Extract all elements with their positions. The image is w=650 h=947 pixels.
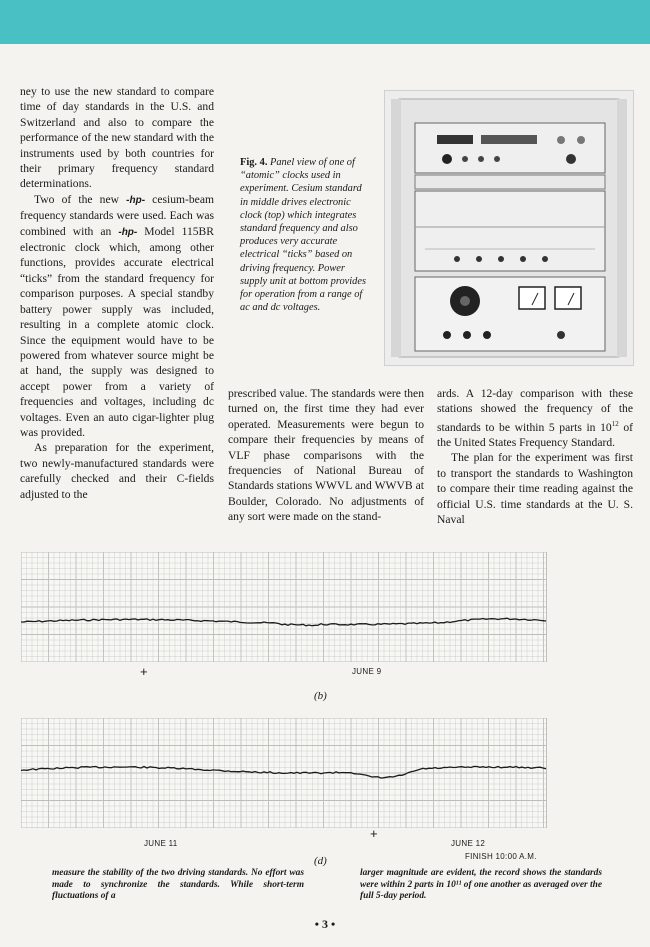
date-label-june9: JUNE 9	[352, 667, 382, 676]
paragraph	[437, 386, 633, 450]
text-run: Model 115BR electronic clock which, among other functions, provides accurate electrical “ticks” from the standard frequency for comparison purposes. A special standby battery power supply was included, resulting in a complete atomic clock. Since the equipment would have to be powered from whatever source might be at hand, the supply was designed to accept power from a variety of frequencies and voltages, including dc voltages. Even an auto cigar-lighter plug was provided.	[20, 224, 214, 439]
paragraph: prescribed value. The standards were then turned on, the first time they had ever operated. Measurements were begun to compare their frequencies by means of VLF phase comparisons with the frequencies of National Bureau of Standards stations WWVL and WWVB at Boulder, Colorado. No adjustments of any sort were made on the stand-	[228, 387, 424, 524]
strip-chart-b	[21, 552, 547, 662]
date-label-june11: JUNE 11	[144, 839, 178, 848]
paragraph: ney to use the new standard to compare time of day standards in the U.S. and Switzerland and also to compare the performance of the new standard with the instruments used by both countries for their primary frequency standard determinations.	[20, 85, 214, 191]
superscript: 12	[611, 419, 619, 428]
top-color-band	[0, 0, 650, 44]
figure-label-b: (b)	[314, 690, 327, 702]
text-run: of the United States Frequency Standard.	[437, 420, 633, 450]
hp-logo-text: -hp-	[126, 194, 146, 206]
figure-label-d: (d)	[314, 855, 327, 867]
time-marker-tick: +	[370, 826, 378, 841]
date-label-june12: JUNE 12	[451, 839, 486, 848]
figure-label: Fig. 4.	[240, 157, 268, 168]
text-run: cesium-beam frequency standards were used. Each was combined with an	[20, 192, 214, 238]
paragraph: As preparation for the experiment, two newly-manufactured standards were carefully checked and their C-fields adjusted to the	[20, 441, 214, 501]
text-run: Two of the new	[34, 192, 127, 206]
finish-label: FINISH 10:00 A.M.	[465, 852, 537, 861]
page-number: • 3 •	[314, 917, 336, 931]
text-column-right	[437, 386, 633, 528]
atomic-clock-panel-photo	[384, 90, 634, 366]
paragraph	[20, 192, 214, 441]
time-marker-tick: +	[140, 664, 148, 679]
strip-chart-d	[21, 718, 547, 828]
footnote-right: larger magnitude are evident, the record shows the standards were within 2 parts in 10¹¹ of one another as averaged over the full 5-day period.	[360, 868, 602, 902]
hp-logo-text: -hp-	[118, 226, 138, 238]
chart-grid-b	[21, 552, 547, 662]
caption-text: Panel view of one of “atomic” clocks used in experiment. Cesium standard in middle drives electronic clock (top) which integrates standard frequency and also produces very accurate electrical “ticks” based on driving frequency. Power supply unit at bottom provides for operation from a range of ac and dc voltages.	[240, 157, 367, 314]
paragraph: The plan for the experiment was first to transport the standards to Washington to compare their time reading against the official U.S. time standards at the U. S. Naval	[437, 451, 633, 527]
chart-grid-d	[21, 718, 547, 828]
text-run: ards. A 12-day comparison with these stations showed the frequency of the standards to be within 5 parts in 10	[437, 387, 633, 434]
text-column-middle	[228, 386, 424, 525]
figure-4-caption	[240, 156, 368, 314]
text-column-left	[20, 84, 214, 502]
footnote-left: measure the stability of the two driving standards. No effort was made to synchronize the standards. While short-term fluctuations of a	[52, 868, 304, 902]
